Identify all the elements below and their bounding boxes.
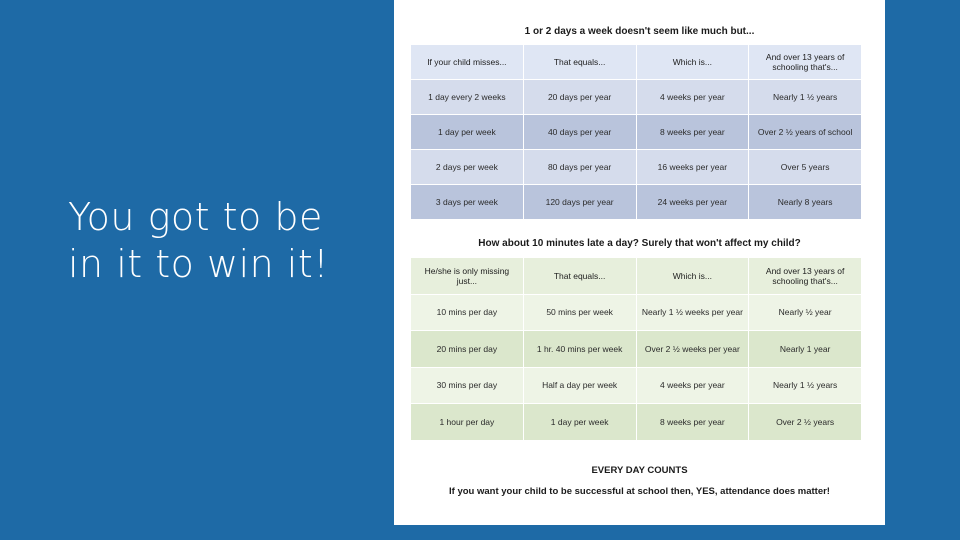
table-header-cell: Which is... bbox=[636, 45, 749, 80]
table-cell: 10 mins per day bbox=[411, 294, 524, 331]
table-row bbox=[411, 185, 862, 220]
table-cell: 8 weeks per year bbox=[636, 404, 749, 441]
table-cell: 20 mins per day bbox=[411, 331, 524, 368]
table-cell: 80 days per year bbox=[523, 150, 636, 185]
table-cell: Nearly 1 ½ years bbox=[749, 80, 862, 115]
table-cell: Nearly 1 ½ years bbox=[749, 367, 862, 404]
table-header-cell: He/she is only missing just... bbox=[411, 258, 524, 295]
table-header-row bbox=[411, 258, 862, 295]
table-row bbox=[411, 367, 862, 404]
table-cell: 40 days per year bbox=[523, 115, 636, 150]
table-cell: 120 days per year bbox=[523, 185, 636, 220]
table-header-cell: And over 13 years of schooling that's... bbox=[749, 258, 862, 295]
table-cell: 20 days per year bbox=[523, 80, 636, 115]
table-cell: 3 days per week bbox=[411, 185, 524, 220]
table-row bbox=[411, 404, 862, 441]
table-cell: 50 mins per week bbox=[523, 294, 636, 331]
table-row bbox=[411, 331, 862, 368]
table-header-cell: If your child misses... bbox=[411, 45, 524, 80]
table-cell: 30 mins per day bbox=[411, 367, 524, 404]
table-cell: 24 weeks per year bbox=[636, 185, 749, 220]
table-row bbox=[411, 115, 862, 150]
table-cell: Nearly 1 year bbox=[749, 331, 862, 368]
table-cell: 1 day every 2 weeks bbox=[411, 80, 524, 115]
absence-table-heading: 1 or 2 days a week doesn't seem like much but... bbox=[524, 26, 755, 37]
table-header-cell: And over 13 years of schooling that's... bbox=[749, 45, 862, 80]
table-header-cell: That equals... bbox=[523, 258, 636, 295]
table-cell: 1 day per week bbox=[411, 115, 524, 150]
attendance-document-image bbox=[394, 0, 885, 525]
table-cell: Nearly 8 years bbox=[749, 185, 862, 220]
table-cell: 1 day per week bbox=[523, 404, 636, 441]
slide-title-line-2: in it to win it! bbox=[68, 242, 329, 286]
table-cell: 1 hr. 40 mins per week bbox=[523, 331, 636, 368]
table-cell: Nearly 1 ½ weeks per year bbox=[636, 294, 749, 331]
table-cell: 16 weeks per year bbox=[636, 150, 749, 185]
table-header-cell: That equals... bbox=[523, 45, 636, 80]
table-cell: Nearly ½ year bbox=[749, 294, 862, 331]
footer-message: If you want your child to be successful at school then, YES, attendance does matter! bbox=[449, 486, 830, 497]
lateness-table-heading: How about 10 minutes late a day? Surely that won't affect my child? bbox=[478, 238, 801, 249]
table-cell: 1 hour per day bbox=[411, 404, 524, 441]
table-cell: Over 2 ½ weeks per year bbox=[636, 331, 749, 368]
table-header-row bbox=[411, 45, 862, 80]
table-row bbox=[411, 80, 862, 115]
table-cell: Over 5 years bbox=[749, 150, 862, 185]
table-cell: Half a day per week bbox=[523, 367, 636, 404]
slide-title-line-1: You got to be bbox=[68, 195, 323, 239]
lateness-table bbox=[410, 257, 862, 441]
slide-title bbox=[68, 194, 368, 288]
absence-table bbox=[410, 44, 862, 220]
table-cell: Over 2 ½ years bbox=[749, 404, 862, 441]
table-cell: 4 weeks per year bbox=[636, 80, 749, 115]
footer-title: EVERY DAY COUNTS bbox=[591, 465, 688, 476]
table-cell: 4 weeks per year bbox=[636, 367, 749, 404]
table-header-cell: Which is... bbox=[636, 258, 749, 295]
table-row bbox=[411, 294, 862, 331]
table-cell: 8 weeks per year bbox=[636, 115, 749, 150]
table-row bbox=[411, 150, 862, 185]
table-cell: 2 days per week bbox=[411, 150, 524, 185]
table-cell: Over 2 ½ years of school bbox=[749, 115, 862, 150]
